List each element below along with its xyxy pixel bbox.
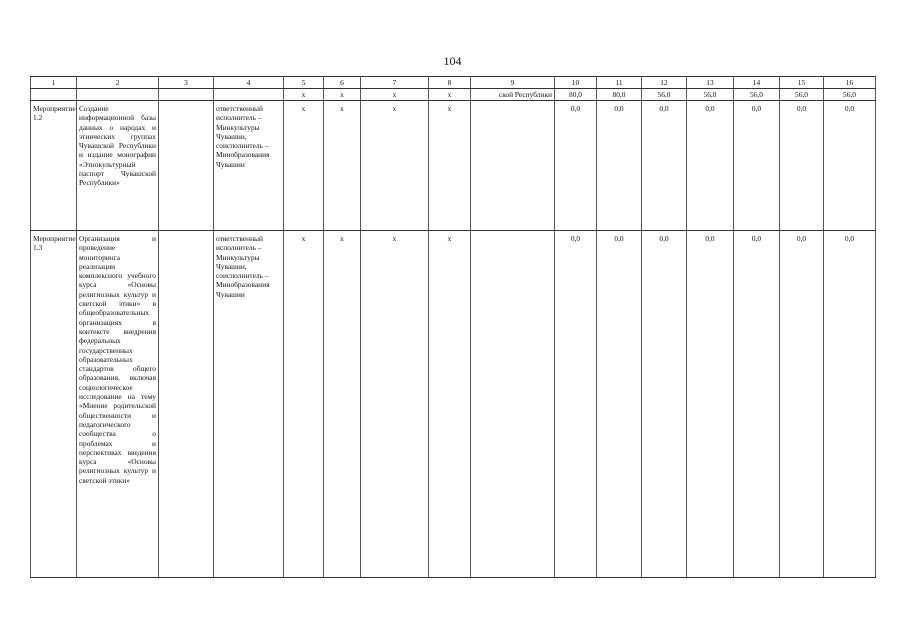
table-cell: x [429,101,471,231]
header-cell: 4 [214,77,284,89]
table-cell: 56,0 [734,89,780,101]
value-cell: 0,0 [780,101,824,231]
table-row [31,231,876,578]
table-cell: x [284,89,324,101]
header-cell: 7 [361,77,429,89]
value-cell: 0,0 [597,231,642,578]
table-cell: 56,0 [780,89,824,101]
table-cell: x [361,101,429,231]
table-cell: ской Республики [471,89,555,101]
page-number: 104 [443,54,462,68]
header-cell: 9 [471,77,555,89]
table-cell [159,231,214,578]
header-cell: 8 [429,77,471,89]
header-cell: 6 [324,77,361,89]
value-cell: 0,0 [687,101,734,231]
table-cell: x [284,101,324,231]
header-cell: 5 [284,77,324,89]
program-table [30,76,876,578]
header-cell: 12 [642,77,687,89]
value-cell: 0,0 [734,231,780,578]
table-cell [471,231,555,578]
table-cell [159,101,214,231]
header-row [31,77,876,89]
table-cell [471,101,555,231]
table-cell [77,89,159,101]
value-cell: 0,0 [824,231,876,578]
header-cell: 2 [77,77,159,89]
value-cell: 0,0 [642,231,687,578]
value-cell: 0,0 [555,101,597,231]
table-cell: x [361,89,429,101]
event-name-cell: Организация и проведение мониторинга реализации комплексного учебного курса «Основы религиозных культур и светской этики» в общеобразовательных организациях в контексте внедрения федеральных государственных образовательных стандартов общего образования, включая социологическое исследование на тему «Мнение родительской общественности и педагогического сообщества о проблемах и перспективах введения курса «Основы религиозных культур и светской этики» [77,231,159,578]
table-cell [214,89,284,101]
header-cell: 3 [159,77,214,89]
value-cell: 0,0 [734,101,780,231]
value-cell: 0,0 [555,231,597,578]
table-cell [159,89,214,101]
table-cell: x [324,101,361,231]
value-cell: 0,0 [597,101,642,231]
header-cell: 16 [824,77,876,89]
header-cell: 11 [597,77,642,89]
header-cell: 15 [780,77,824,89]
header-cell: 10 [555,77,597,89]
table-cell: 56,0 [687,89,734,101]
table-cell: x [324,89,361,101]
responsible-cell: ответственный исполнитель – Минкультуры Чувашии, соисполнитель – Минобразования Чувашии [214,231,284,578]
event-name-cell: Создание информационной базы данных о народах и этнических группах Чувашской Республики и издание монографии «Этнокультурный паспорт Чувашской Республики» [77,101,159,231]
table-cell: 80,0 [555,89,597,101]
event-number-cell: Мероприятие 1.3 [31,231,77,578]
table-row [31,101,876,231]
table-cell: x [429,231,471,578]
value-cell: 0,0 [824,101,876,231]
header-cell: 14 [734,77,780,89]
table-cell: x [429,89,471,101]
table-cell [31,89,77,101]
header-cell: 1 [31,77,77,89]
value-cell: 0,0 [687,231,734,578]
responsible-cell: ответственный исполнитель – Минкультуры Чувашии, соисполнитель – Минобразования Чувашии [214,101,284,231]
header-cell: 13 [687,77,734,89]
value-cell: 0,0 [780,231,824,578]
carry-over-row [31,89,876,101]
table-cell: x [284,231,324,578]
value-cell: 0,0 [642,101,687,231]
table-cell: 56,0 [824,89,876,101]
event-number-cell: Мероприятие 1.2 [31,101,77,231]
table-cell: x [361,231,429,578]
table-cell: 80,0 [597,89,642,101]
table-cell: 56,0 [642,89,687,101]
table-cell: x [324,231,361,578]
